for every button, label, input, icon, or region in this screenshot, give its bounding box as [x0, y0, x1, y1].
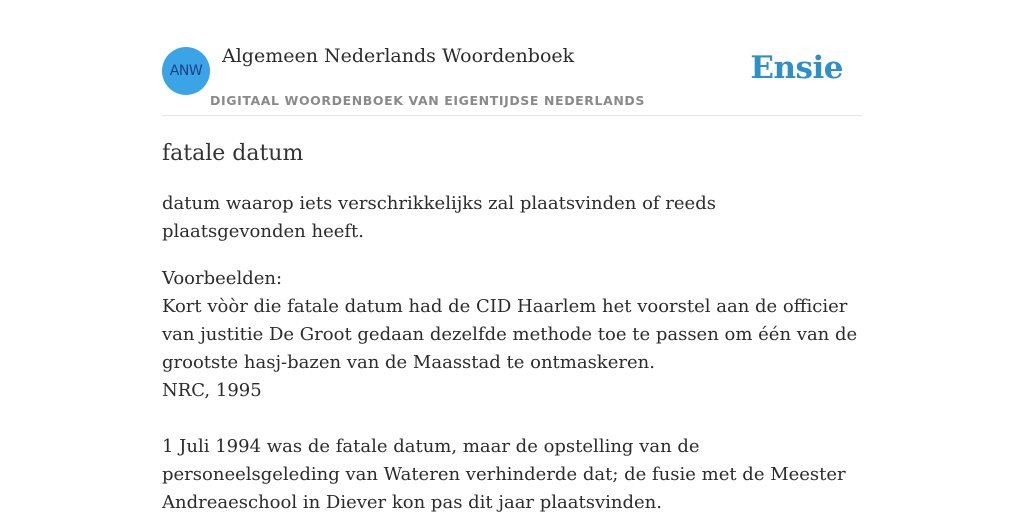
ensie-brand-link[interactable]: Ensie [750, 50, 843, 86]
example-item [162, 433, 862, 512]
example-text: 1 Juli 1994 was de fatale datum, maar de opstelling van de personeelsgeleding van Wateren verhinderde dat; de fusie met de Meester Andreaeschool in Diever kon pas dit jaar plaatsvinden. [162, 436, 846, 512]
example-item [162, 293, 862, 405]
examples-label: Voorbeelden: [162, 268, 283, 289]
examples-section [162, 265, 862, 512]
entry-headword: fatale datum [162, 141, 304, 166]
anw-logo[interactable]: ANW [162, 47, 210, 95]
site-subtitle: DIGITAAL WOORDENBOEK VAN EIGENTIJDSE NEDERLANDS [210, 93, 646, 108]
example-source: NRC, 1995 [162, 380, 262, 401]
site-header [162, 0, 862, 116]
entry-content [162, 136, 862, 512]
example-text: Kort vòòr die fatale datum had de CID Haarlem het voorstel aan de officier van justitie De Groot gedaan dezelfde methode toe te passen om één van de grootste hasj-bazen van de Maasstad te ontmaskeren. [162, 296, 858, 373]
site-title[interactable]: Algemeen Nederlands Woordenboek [222, 45, 575, 67]
entry-definition: datum waarop iets verschrikkelijks zal plaatsvinden of reeds plaatsgevonden heeft. [162, 193, 716, 242]
